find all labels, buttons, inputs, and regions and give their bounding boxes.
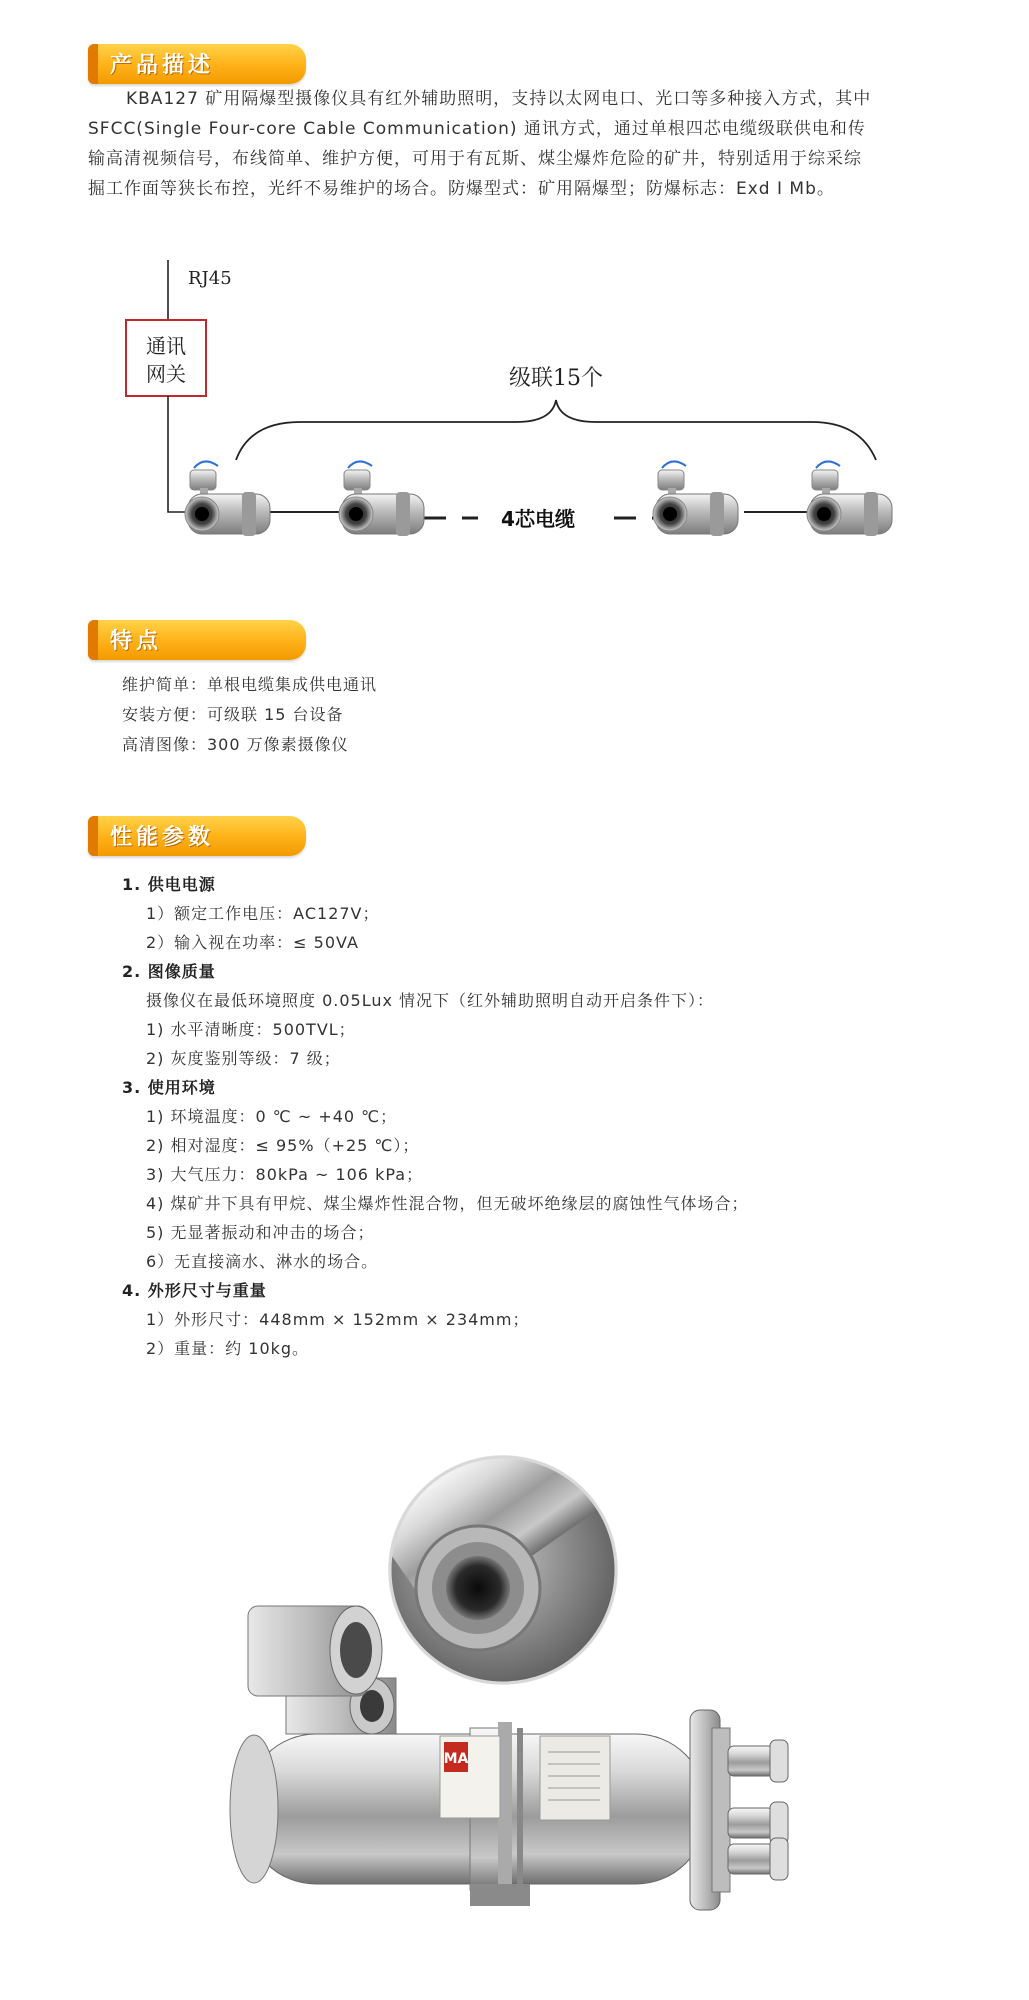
spec-line: 4) 煤矿井下具有甲烷、煤尘爆炸性混合物，但无破坏绝缘层的腐蚀性气体场合； — [146, 1194, 749, 1213]
description-line: SFCC(Single Four-core Cable Communication) 通讯方式，通过单根四芯电缆级联供电和传 — [88, 119, 866, 139]
description-paragraph — [88, 84, 948, 204]
feature-item: 高清图像：300 万像素摄像仪 — [122, 735, 349, 754]
description-line: 输高清视频信号，布线简单、维护方便，可用于有瓦斯、煤尘爆炸危险的矿井，特别适用于综采综 — [88, 149, 862, 169]
cable-label: 4芯电缆 — [501, 507, 575, 531]
description-line: 掘工作面等狭长布控，光纤不易维护的场合。防爆型式：矿用隔爆型；防爆标志：Exd I Mb。 — [88, 179, 835, 199]
spec-line: 6）无直接滴水、淋水的场合。 — [146, 1252, 379, 1271]
spec-line: 2) 灰度鉴别等级：7 级； — [146, 1049, 341, 1068]
topology-diagram — [0, 250, 1029, 570]
feature-item: 安装方便：可级联 15 台设备 — [122, 705, 344, 724]
header-accent-bar — [88, 816, 98, 856]
camera-node — [807, 461, 892, 536]
description-line: KBA127 矿用隔爆型摄像仪具有红外辅助照明，支持以太网电口、光口等多种接入方式，其中 — [126, 89, 872, 109]
section-header-description — [88, 44, 306, 84]
gateway-label: 通讯 — [146, 334, 186, 358]
spec-line: 2) 相对湿度：≤ 95%（+25 ℃）； — [146, 1136, 420, 1155]
cable-gland — [728, 1838, 788, 1880]
spec-heading: 1. 供电电源 — [122, 875, 216, 894]
gateway-label: 网关 — [146, 362, 186, 386]
spec-line: 1）外形尺寸：448mm × 152mm × 234mm； — [146, 1310, 530, 1329]
camera-node — [185, 461, 270, 536]
spec-heading: 2. 图像质量 — [122, 962, 216, 981]
spec-line: 3) 大气压力：80kPa ~ 106 kPa； — [146, 1165, 424, 1184]
ma-badge: MA — [443, 1751, 469, 1767]
section-title: 特点 — [110, 629, 163, 654]
camera-node — [653, 461, 738, 536]
section-title: 产品描述 — [110, 53, 215, 78]
spec-heading: 4. 外形尺寸与重量 — [122, 1281, 267, 1300]
gateway-to-first-camera-cable — [168, 396, 196, 512]
cable-gland — [728, 1740, 788, 1782]
rj45-label: RJ45 — [188, 268, 232, 289]
spec-line: 2）重量：约 10kg。 — [146, 1339, 310, 1358]
spec-line: 摄像仪在最低环境照度 0.05Lux 情况下（红外辅助照明自动开启条件下）： — [146, 991, 715, 1010]
cascade-brace — [236, 400, 876, 460]
spec-line: 1）额定工作电压：AC127V； — [146, 904, 380, 923]
section-header-features — [88, 620, 306, 660]
spec-line: 1) 水平清晰度：500TVL； — [146, 1020, 356, 1039]
product-photo — [0, 1410, 1029, 2000]
section-title: 性能参数 — [110, 825, 215, 850]
camera-node — [339, 461, 424, 536]
spec-heading: 3. 使用环境 — [122, 1078, 216, 1097]
cascade-label: 级联15个 — [509, 366, 603, 391]
section-header-specs — [88, 816, 306, 856]
header-accent-bar — [88, 620, 98, 660]
header-accent-bar — [88, 44, 98, 84]
feature-item: 维护简单：单根电缆集成供电通讯 — [122, 675, 378, 694]
spec-line: 1) 环境温度：0 ℃ ~ +40 ℃； — [146, 1107, 398, 1126]
spec-line: 2）输入视在功率：≤ 50VA — [146, 933, 359, 952]
spec-line: 5) 无显著振动和冲击的场合； — [146, 1223, 375, 1242]
lens-closeup — [369, 1410, 618, 1685]
